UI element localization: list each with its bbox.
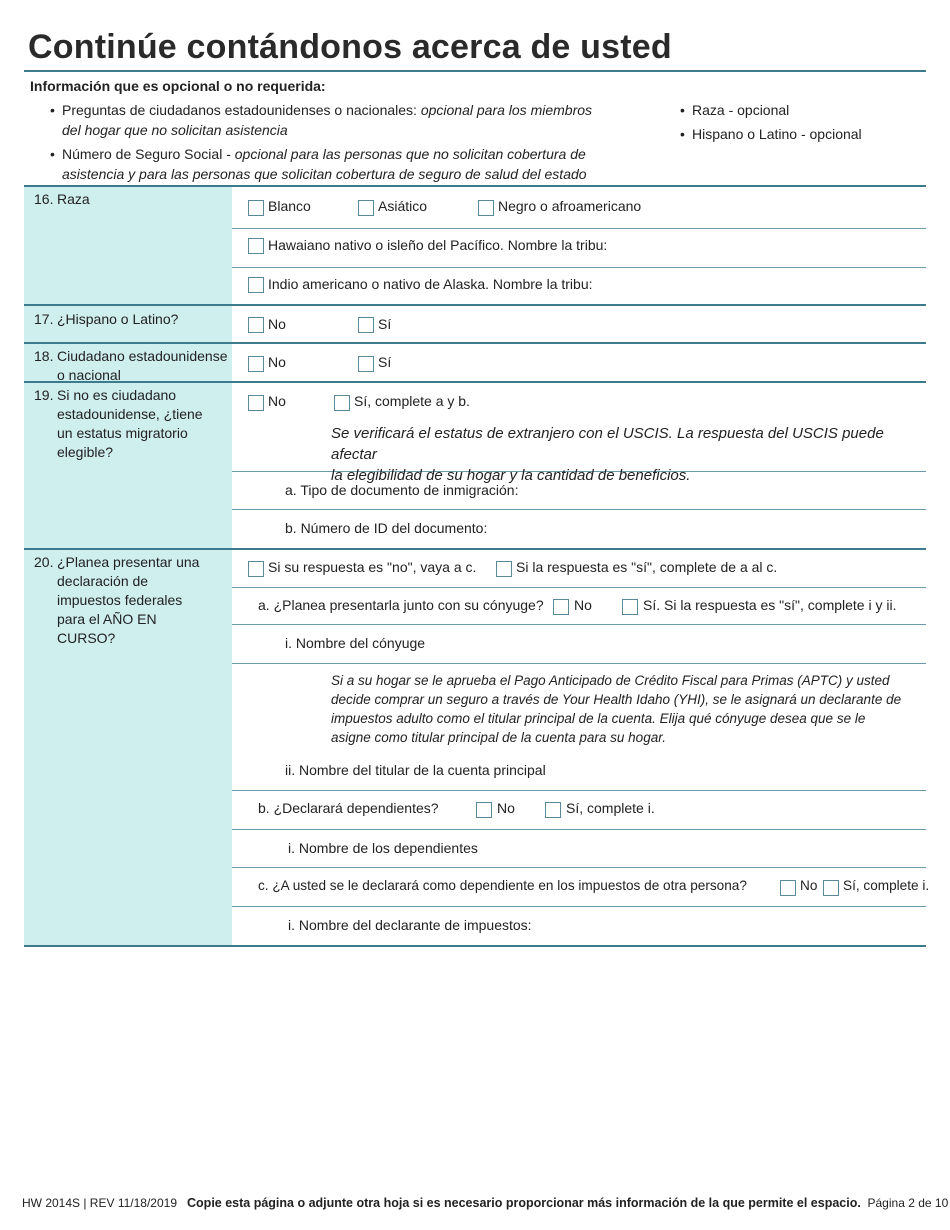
checkbox-ciudadano-no[interactable] bbox=[248, 356, 264, 372]
option-label: Sí, complete a y b. bbox=[354, 393, 470, 409]
row-rule bbox=[232, 906, 926, 907]
row-rule bbox=[232, 867, 926, 868]
bullet-italic: opcional para los miembros bbox=[420, 102, 593, 118]
question-label-line: Ciudadano estadounidense bbox=[57, 348, 228, 364]
checkbox-impuestos-si[interactable] bbox=[496, 561, 512, 577]
field-document-type[interactable]: a. Tipo de documento de inmigración: bbox=[285, 482, 519, 498]
aptc-note bbox=[331, 671, 921, 747]
checkbox-ciudadano-si[interactable] bbox=[358, 356, 374, 372]
row-rule bbox=[232, 267, 926, 268]
question-label: Si no es ciudadano estadounidense, ¿tiene un estatus migratorio elegible? bbox=[57, 387, 203, 460]
option-label: Asiático bbox=[378, 198, 428, 214]
section-rule bbox=[24, 304, 926, 306]
option-label: No bbox=[268, 316, 286, 332]
row-rule bbox=[232, 509, 926, 510]
page-number: Página 2 de 10 bbox=[867, 1196, 949, 1210]
checkbox-dependiente-otro-si[interactable] bbox=[823, 880, 839, 896]
row-rule bbox=[232, 587, 926, 588]
section-rule bbox=[24, 945, 926, 947]
checkbox-indio[interactable] bbox=[248, 277, 264, 293]
option-label: Negro o afroamericano bbox=[498, 198, 642, 214]
question-number: 17. bbox=[34, 311, 54, 327]
question-number: 16. bbox=[34, 191, 54, 207]
field-spouse-name[interactable]: i. Nombre del cónyuge bbox=[285, 635, 426, 651]
option-label: No bbox=[268, 393, 286, 409]
note-line: Se verificará el estatus de extranjero con el USCIS. La respuesta del USCIS puede afectar bbox=[331, 425, 884, 463]
note-line: impuestos adulto como el titular principal de la cuenta. Elija qué cónyuge desea que se le bbox=[331, 711, 866, 726]
intro-heading: Información que es opcional o no requerida: bbox=[30, 78, 326, 94]
section-rule bbox=[24, 548, 926, 550]
note-line: Si a su hogar se le aprueba el Pago Anticipado de Crédito Fiscal para Primas (APTC) y usted bbox=[331, 673, 890, 688]
note-line: la elegibilidad de su hogar y la cantidad de beneficios. bbox=[331, 467, 691, 484]
checkbox-dependientes-no[interactable] bbox=[476, 802, 492, 818]
bullet-dot: • bbox=[680, 126, 685, 142]
row-rule bbox=[232, 624, 926, 625]
page-footer bbox=[22, 1196, 948, 1210]
question-20b: b. ¿Declarará dependientes? bbox=[258, 800, 439, 816]
option-label: Sí, complete i. bbox=[843, 878, 930, 893]
intro-bullet-ssn bbox=[50, 144, 662, 184]
bullet-text: Preguntas de ciudadanos estadounidenses o nacionales: bbox=[62, 102, 421, 118]
checkbox-conyuge-si[interactable] bbox=[622, 599, 638, 615]
field-dependents-name[interactable]: i. Nombre de los dependientes bbox=[288, 840, 478, 856]
intro-bullet-hispanic bbox=[680, 124, 862, 144]
form-code: HW 2014S | REV 11/18/2019 bbox=[22, 1196, 177, 1210]
bullet-text: Raza - opcional bbox=[692, 102, 790, 118]
checkbox-hispano-no[interactable] bbox=[248, 317, 264, 333]
option-label: Blanco bbox=[268, 198, 311, 214]
option-label: Si la respuesta es "sí", complete de a al c. bbox=[516, 559, 778, 575]
checkbox-negro[interactable] bbox=[478, 200, 494, 216]
bullet-italic: opcional para las personas que no solicitan cobertura de bbox=[234, 146, 586, 162]
checkbox-dependiente-otro-no[interactable] bbox=[780, 880, 796, 896]
option-label: Sí. Si la respuesta es "sí", complete i y ii. bbox=[643, 597, 897, 613]
option-label: Si su respuesta es "no", vaya a c. bbox=[268, 559, 477, 575]
checkbox-hawaiano[interactable] bbox=[248, 238, 264, 254]
bullet-text: Número de Seguro Social - bbox=[62, 146, 235, 162]
checkbox-migratorio-si[interactable] bbox=[334, 395, 350, 411]
option-label: No bbox=[497, 800, 515, 816]
row-rule bbox=[232, 790, 926, 791]
question-20c: c. ¿A usted se le declarará como dependiente en los impuestos de otra persona? bbox=[258, 878, 747, 893]
title-rule bbox=[24, 70, 926, 72]
question-label-line: o nacional bbox=[57, 367, 121, 383]
footer-note: Copie esta página o adjunte otra hoja si es necesario proporcionar más información de la que permite el espacio. bbox=[187, 1196, 861, 1210]
section-rule bbox=[24, 342, 926, 344]
field-document-id[interactable]: b. Número de ID del documento: bbox=[285, 520, 488, 536]
field-tax-filer-name[interactable]: i. Nombre del declarante de impuestos: bbox=[288, 917, 532, 933]
page-title: Continúe contándonos acerca de usted bbox=[28, 28, 672, 66]
checkbox-blanco[interactable] bbox=[248, 200, 264, 216]
option-label: Sí bbox=[378, 316, 392, 332]
note-line: decide comprar un seguro a través de Your Health Idaho (YHI), se le asignará un declarante de bbox=[331, 692, 902, 707]
option-label: No bbox=[800, 878, 818, 893]
checkbox-conyuge-no[interactable] bbox=[553, 599, 569, 615]
checkbox-impuestos-no[interactable] bbox=[248, 561, 264, 577]
question-label bbox=[57, 347, 237, 385]
question-label: Raza bbox=[57, 191, 90, 207]
question-number: 19. bbox=[34, 387, 54, 403]
uscis-note bbox=[331, 423, 921, 486]
bullet-dot: • bbox=[50, 146, 55, 162]
option-label: Indio americano o nativo de Alaska. Nombre la tribu: bbox=[268, 276, 593, 292]
question-label: ¿Hispano o Latino? bbox=[57, 311, 179, 327]
row-rule bbox=[232, 829, 926, 830]
row-rule bbox=[232, 228, 926, 229]
question-label: ¿Planea presentar una declaración de impuestos federales para el AÑO EN CURSO? bbox=[57, 554, 200, 646]
checkbox-asiatico[interactable] bbox=[358, 200, 374, 216]
bullet-text: Hispano o Latino - opcional bbox=[692, 126, 862, 142]
option-label: No bbox=[268, 354, 286, 370]
question-20a: a. ¿Planea presentarla junto con su cónyuge? bbox=[258, 597, 544, 613]
bullet-italic: del hogar que no solicitan asistencia bbox=[62, 122, 288, 138]
option-label: Sí bbox=[378, 354, 392, 370]
checkbox-migratorio-no[interactable] bbox=[248, 395, 264, 411]
bullet-dot: • bbox=[50, 102, 55, 118]
option-label: Hawaiano nativo o isleño del Pacífico. Nombre la tribu: bbox=[268, 237, 608, 253]
note-line: asigne como titular principal de la cuenta para su hogar. bbox=[331, 730, 666, 745]
question-number: 20. bbox=[34, 554, 54, 570]
field-primary-holder[interactable]: ii. Nombre del titular de la cuenta principal bbox=[285, 762, 546, 778]
row-rule bbox=[232, 663, 926, 664]
intro-bullet-citizen bbox=[50, 100, 622, 140]
option-label: Sí, complete i. bbox=[566, 800, 655, 816]
question-number: 18. bbox=[34, 348, 54, 364]
checkbox-dependientes-si[interactable] bbox=[545, 802, 561, 818]
bullet-italic: asistencia y para las personas que solicitan cobertura de seguro de salud del estado bbox=[62, 166, 587, 182]
checkbox-hispano-si[interactable] bbox=[358, 317, 374, 333]
intro-bullet-race bbox=[680, 100, 790, 120]
option-label: No bbox=[574, 597, 592, 613]
intro-section bbox=[30, 78, 326, 98]
bullet-dot: • bbox=[680, 102, 685, 118]
section-rule bbox=[24, 185, 926, 187]
